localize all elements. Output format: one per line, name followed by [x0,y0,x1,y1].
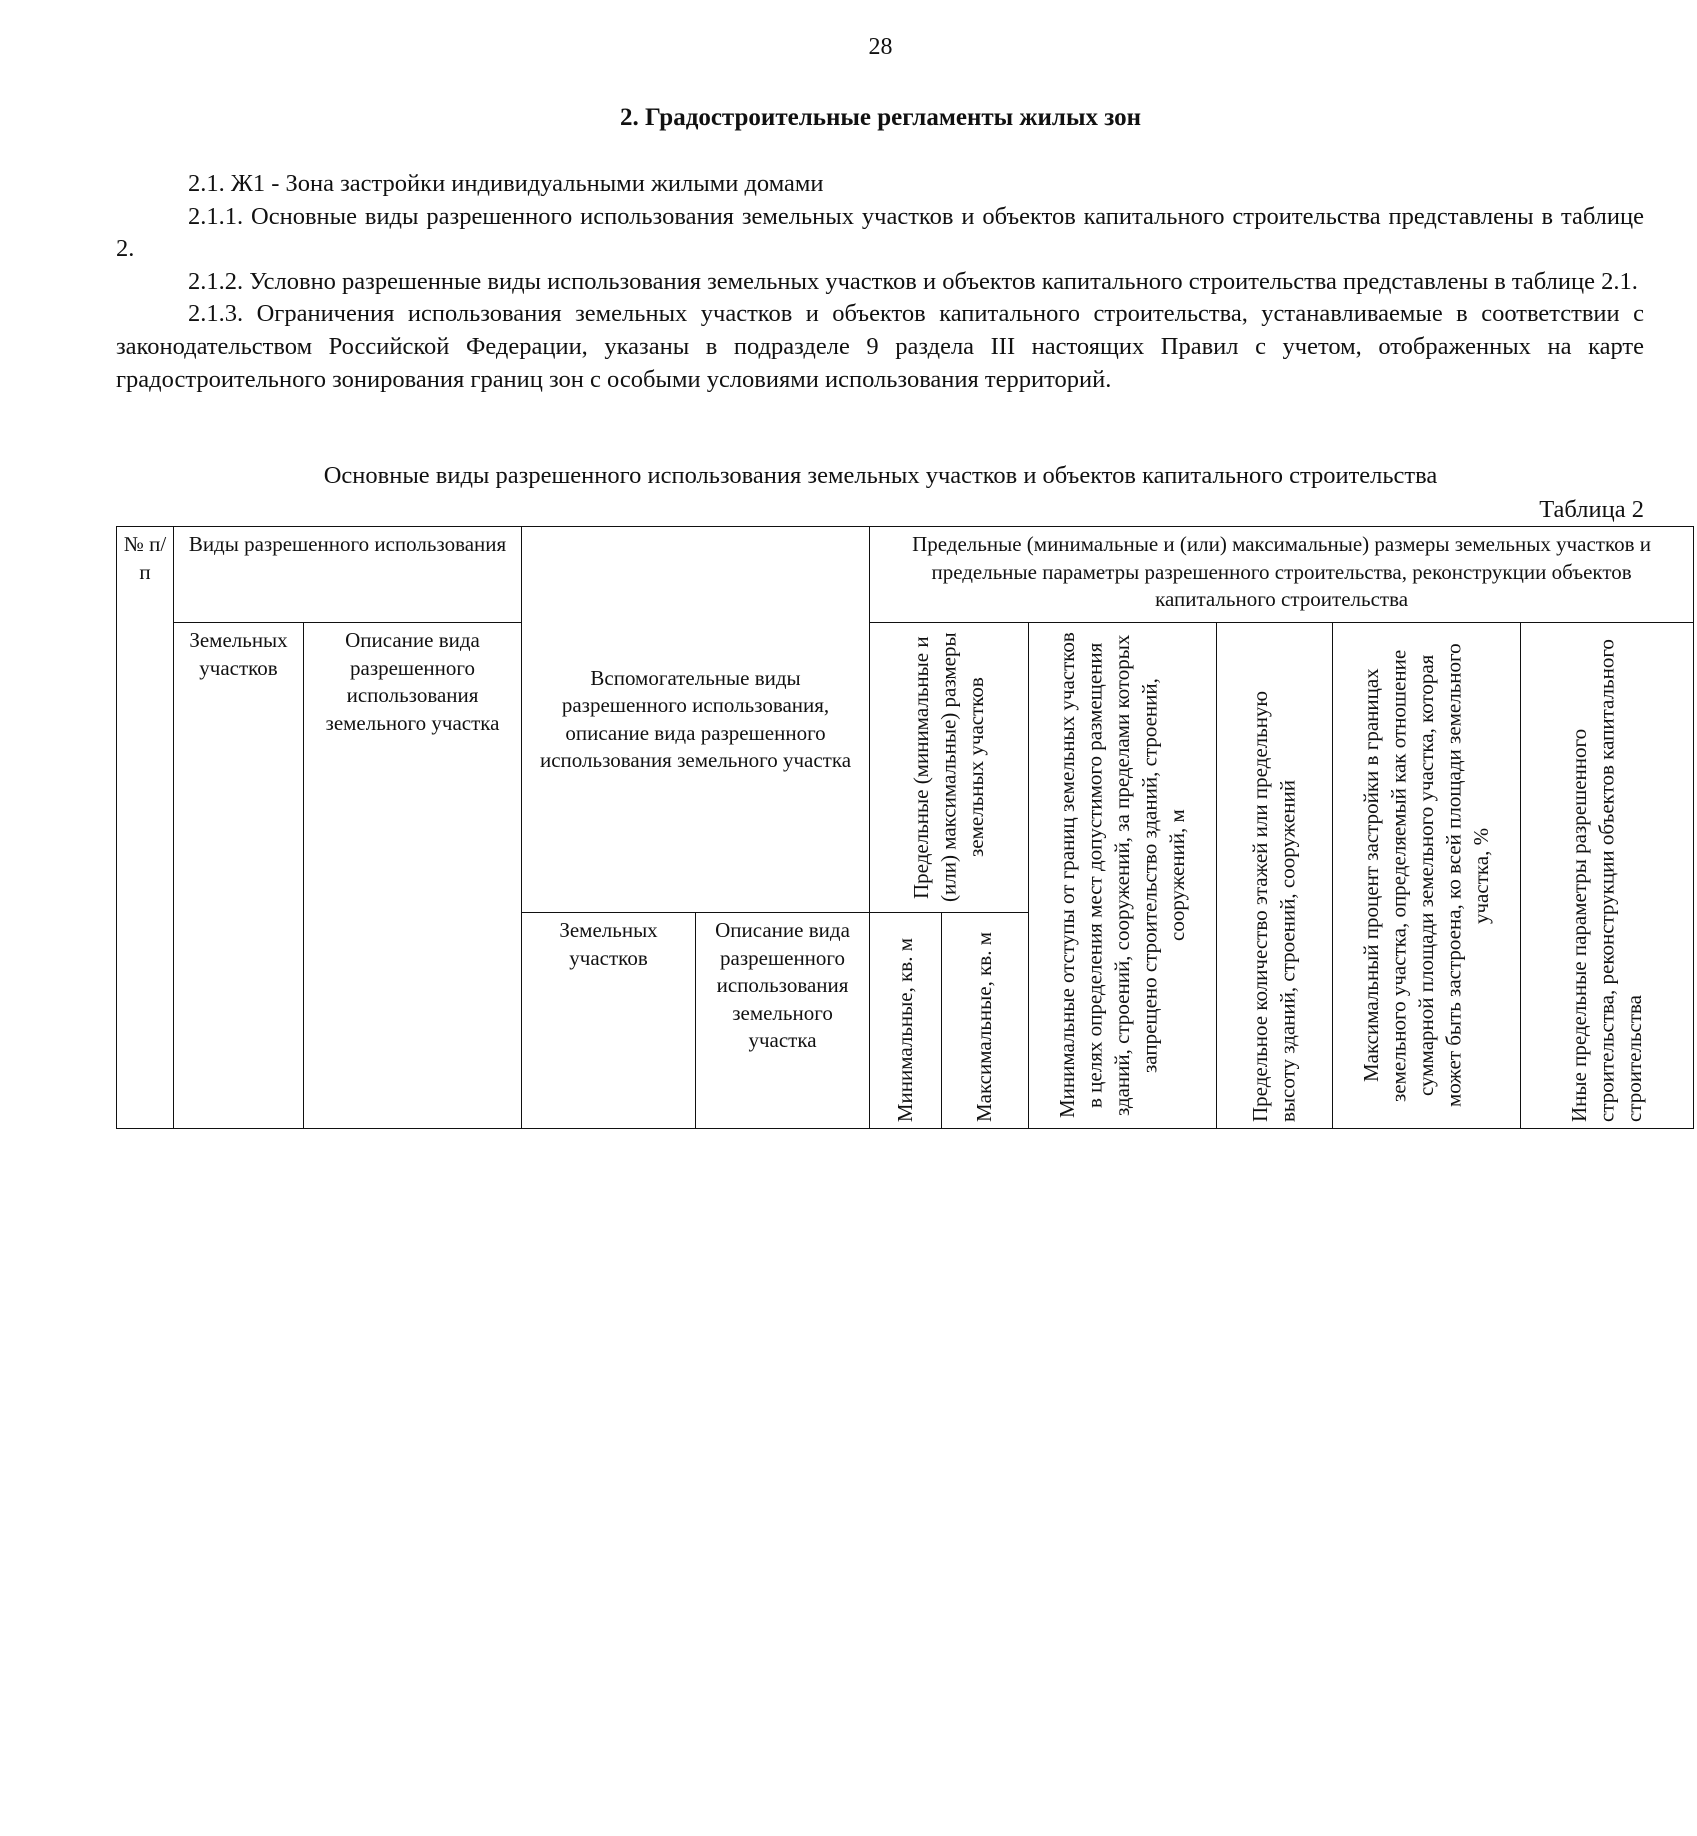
paragraph-2-1: 2.1. Ж1 - Зона застройки индивидуальными жилыми домами [188,170,824,197]
paragraph-2-1-1: 2.1.1. Основные виды разрешенного использования земельных участков и объектов капитального строительства представлены в таблице 2. [116,202,1644,263]
header-aux-land-plots: Земельных участков [522,913,696,1129]
header-land-plots: Земельных участков [174,623,304,1129]
paragraph-2-1-3: 2.1.3. Ограничения использования земельных участков и объектов капитального строительства, устанавливаемые в соответствии с законодательством Российской Федерации, указаны в подразделе 9 раздела III настоящих Правил с учетом, отображенных на карте градостроительного зонирования границ зон с особыми условиями использования территорий. [116,300,1644,393]
header-limits: Предельные (минимальные и (или) максимальные) размеры земельных участков и предельные параметры разрешенного строительства, реконструкции объектов капитального строительства [870,527,1694,623]
header-setbacks [1029,623,1217,1129]
section-title: 2. Градостроительные регламенты жилых зон [619,104,1142,131]
header-permitted-uses: Виды разрешенного использования [174,527,522,623]
header-coverage [1333,623,1521,1129]
header-max-area-text: Максимальные, кв. м [972,931,997,1122]
header-aux-use-description: Описание вида разрешенного использования земельного участка [696,913,870,1129]
header-other-params-text: Иные предельные параметры разрешенного строительства, реконструкции объектов капитального строительства [1566,639,1646,1122]
table-caption: Основные виды разрешенного использования земельных участков и объектов капитального строительства [323,462,1438,489]
regulations-table [116,526,1694,1129]
header-number: № п/п [117,527,174,1129]
header-min-area [870,913,942,1129]
header-plot-size [870,623,1029,913]
header-max-area [942,913,1029,1129]
table-label: Таблица 2 [1539,496,1644,523]
header-use-description: Описание вида разрешенного использования земельного участка [304,623,522,1129]
paragraph-2-1-2: 2.1.2. Условно разрешенные виды использования земельных участков и объектов капитального строительства представлены в таблице 2.1. [188,267,1638,295]
body-text [116,168,1644,396]
header-floors-text: Предельное количество этажей или предельную высоту зданий, строений, сооружений [1248,690,1300,1122]
page-number: 28 [868,34,893,60]
header-floors [1217,623,1333,1129]
header-plot-size-text: Предельные (минимальные и (или) максимальные) размеры земельных участков [908,632,988,903]
header-coverage-text: Максимальный процент застройки в границах земельного участка, определяемый как отношение суммарной площади земельного участка, которая может быть застроена, ко всей площади земельного участка, % [1358,643,1493,1108]
header-auxiliary-uses: Вспомогательные виды разрешенного использования, описание вида разрешенного использования земельного участка [522,527,870,913]
header-other-params [1521,623,1694,1129]
header-min-area-text: Минимальные, кв. м [892,937,917,1122]
header-setbacks-text: Минимальные отступы от границ земельных участков в целях определения мест допустимого размещения зданий, строений, сооружений, за пределами которых запрещено строительство зданий, строений, сооружений, м [1054,632,1189,1119]
